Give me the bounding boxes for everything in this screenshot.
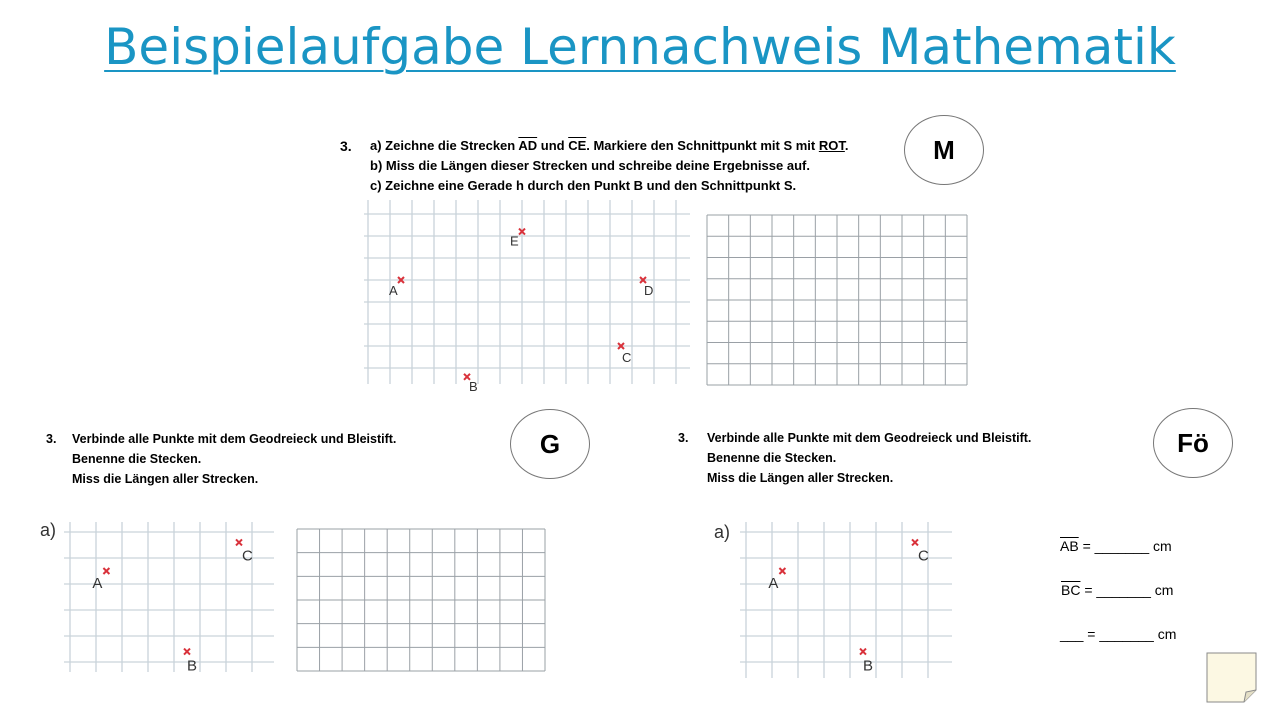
result-bc-blank: = _______ cm [1080,582,1174,598]
empty-grid-lines [297,529,545,671]
result-ab-blank: = _______ cm [1078,538,1172,554]
task-g-line-2: Benenne die Stecken. [72,452,202,466]
point-label-a: A [389,283,398,298]
point-label-a: A [768,575,779,592]
task-f-instructions [678,428,1148,488]
task-m-line-a-and: und [537,138,569,153]
point-c [912,539,929,564]
rot-word: ROT [818,138,845,153]
task-g-number: 3. [46,432,57,446]
result-line-blank [1060,626,1176,642]
point-label-c: C [242,547,253,565]
task-f-line-2: Benenne die Stecken. [707,451,837,465]
result-bc-segment: $\overline{BC}$ [1061,582,1081,598]
task-m-line-b: b) Miss die Längen dieser Strecken und schreibe deine Ergebnisse auf. [370,158,810,173]
task-f-line-3: Miss die Längen aller Strecken. [707,471,894,485]
task-f-point-grid [740,522,952,678]
grid-lines [364,200,690,384]
segment-ad-label: $\overline{AD}$ [518,138,538,153]
task-f-part-label: a) [714,522,731,542]
badge-g: G [510,409,590,479]
task-g-point-grid [64,522,274,675]
task-m-point-grid [364,200,690,394]
point-label-a: A [92,575,103,592]
task-f-line-1: Verbinde alle Punkte mit dem Geodreieck und Bleistift. [707,431,1032,445]
point-label-b: B [469,378,478,394]
result-blank-text: ___ = _______ cm [1060,626,1177,642]
result-line-ab [1060,538,1172,554]
point-label-c: C [918,547,929,565]
note-icon[interactable] [1206,652,1258,704]
task-m-number: 3. [340,138,352,154]
point-e [510,229,525,249]
task-f-number: 3. [678,431,689,445]
point-a [768,568,785,592]
task-g-instructions [46,429,516,489]
point-b [464,374,478,394]
point-label-b: B [187,657,198,675]
segment-ce-label: $\overline{CE}$ [568,138,587,153]
task-m-instructions [340,136,900,196]
badge-foe: Fö [1153,408,1233,478]
task-m-line-a-end: . [844,138,849,153]
task-m-empty-grid [706,214,968,386]
task-m-line-a-text: a) Zeichne die Strecken [370,138,519,153]
task-m-line-a-rest: . Markiere den Schnittpunkt mit S mit [586,138,819,153]
point-c [236,539,253,564]
point-label-b: B [863,657,874,675]
grid-lines [740,522,952,678]
task-m-line-c: c) Zeichne eine Gerade h durch den Punkt B und den Schnittpunkt S. [370,178,797,193]
task-g-empty-grid [296,528,546,672]
task-g-part-label: a) [40,520,57,540]
point-label-e: E [510,233,519,249]
task-g-line-1: Verbinde alle Punkte mit dem Geodreieck und Bleistift. [72,432,397,446]
badge-m: M [904,115,984,185]
result-ab-segment: $\overline{AB}$ [1060,538,1079,554]
task-g-line-3: Miss die Längen aller Strecken. [72,472,259,486]
page-title: Beispielaufgabe Lernnachweis Mathematik [104,18,1176,76]
result-line-bc [1061,582,1173,598]
point-label-c: C [622,350,632,365]
empty-grid-lines [707,215,967,385]
task-m-line-a [370,136,900,156]
point-a [92,568,109,592]
point-label-d: D [644,283,654,298]
